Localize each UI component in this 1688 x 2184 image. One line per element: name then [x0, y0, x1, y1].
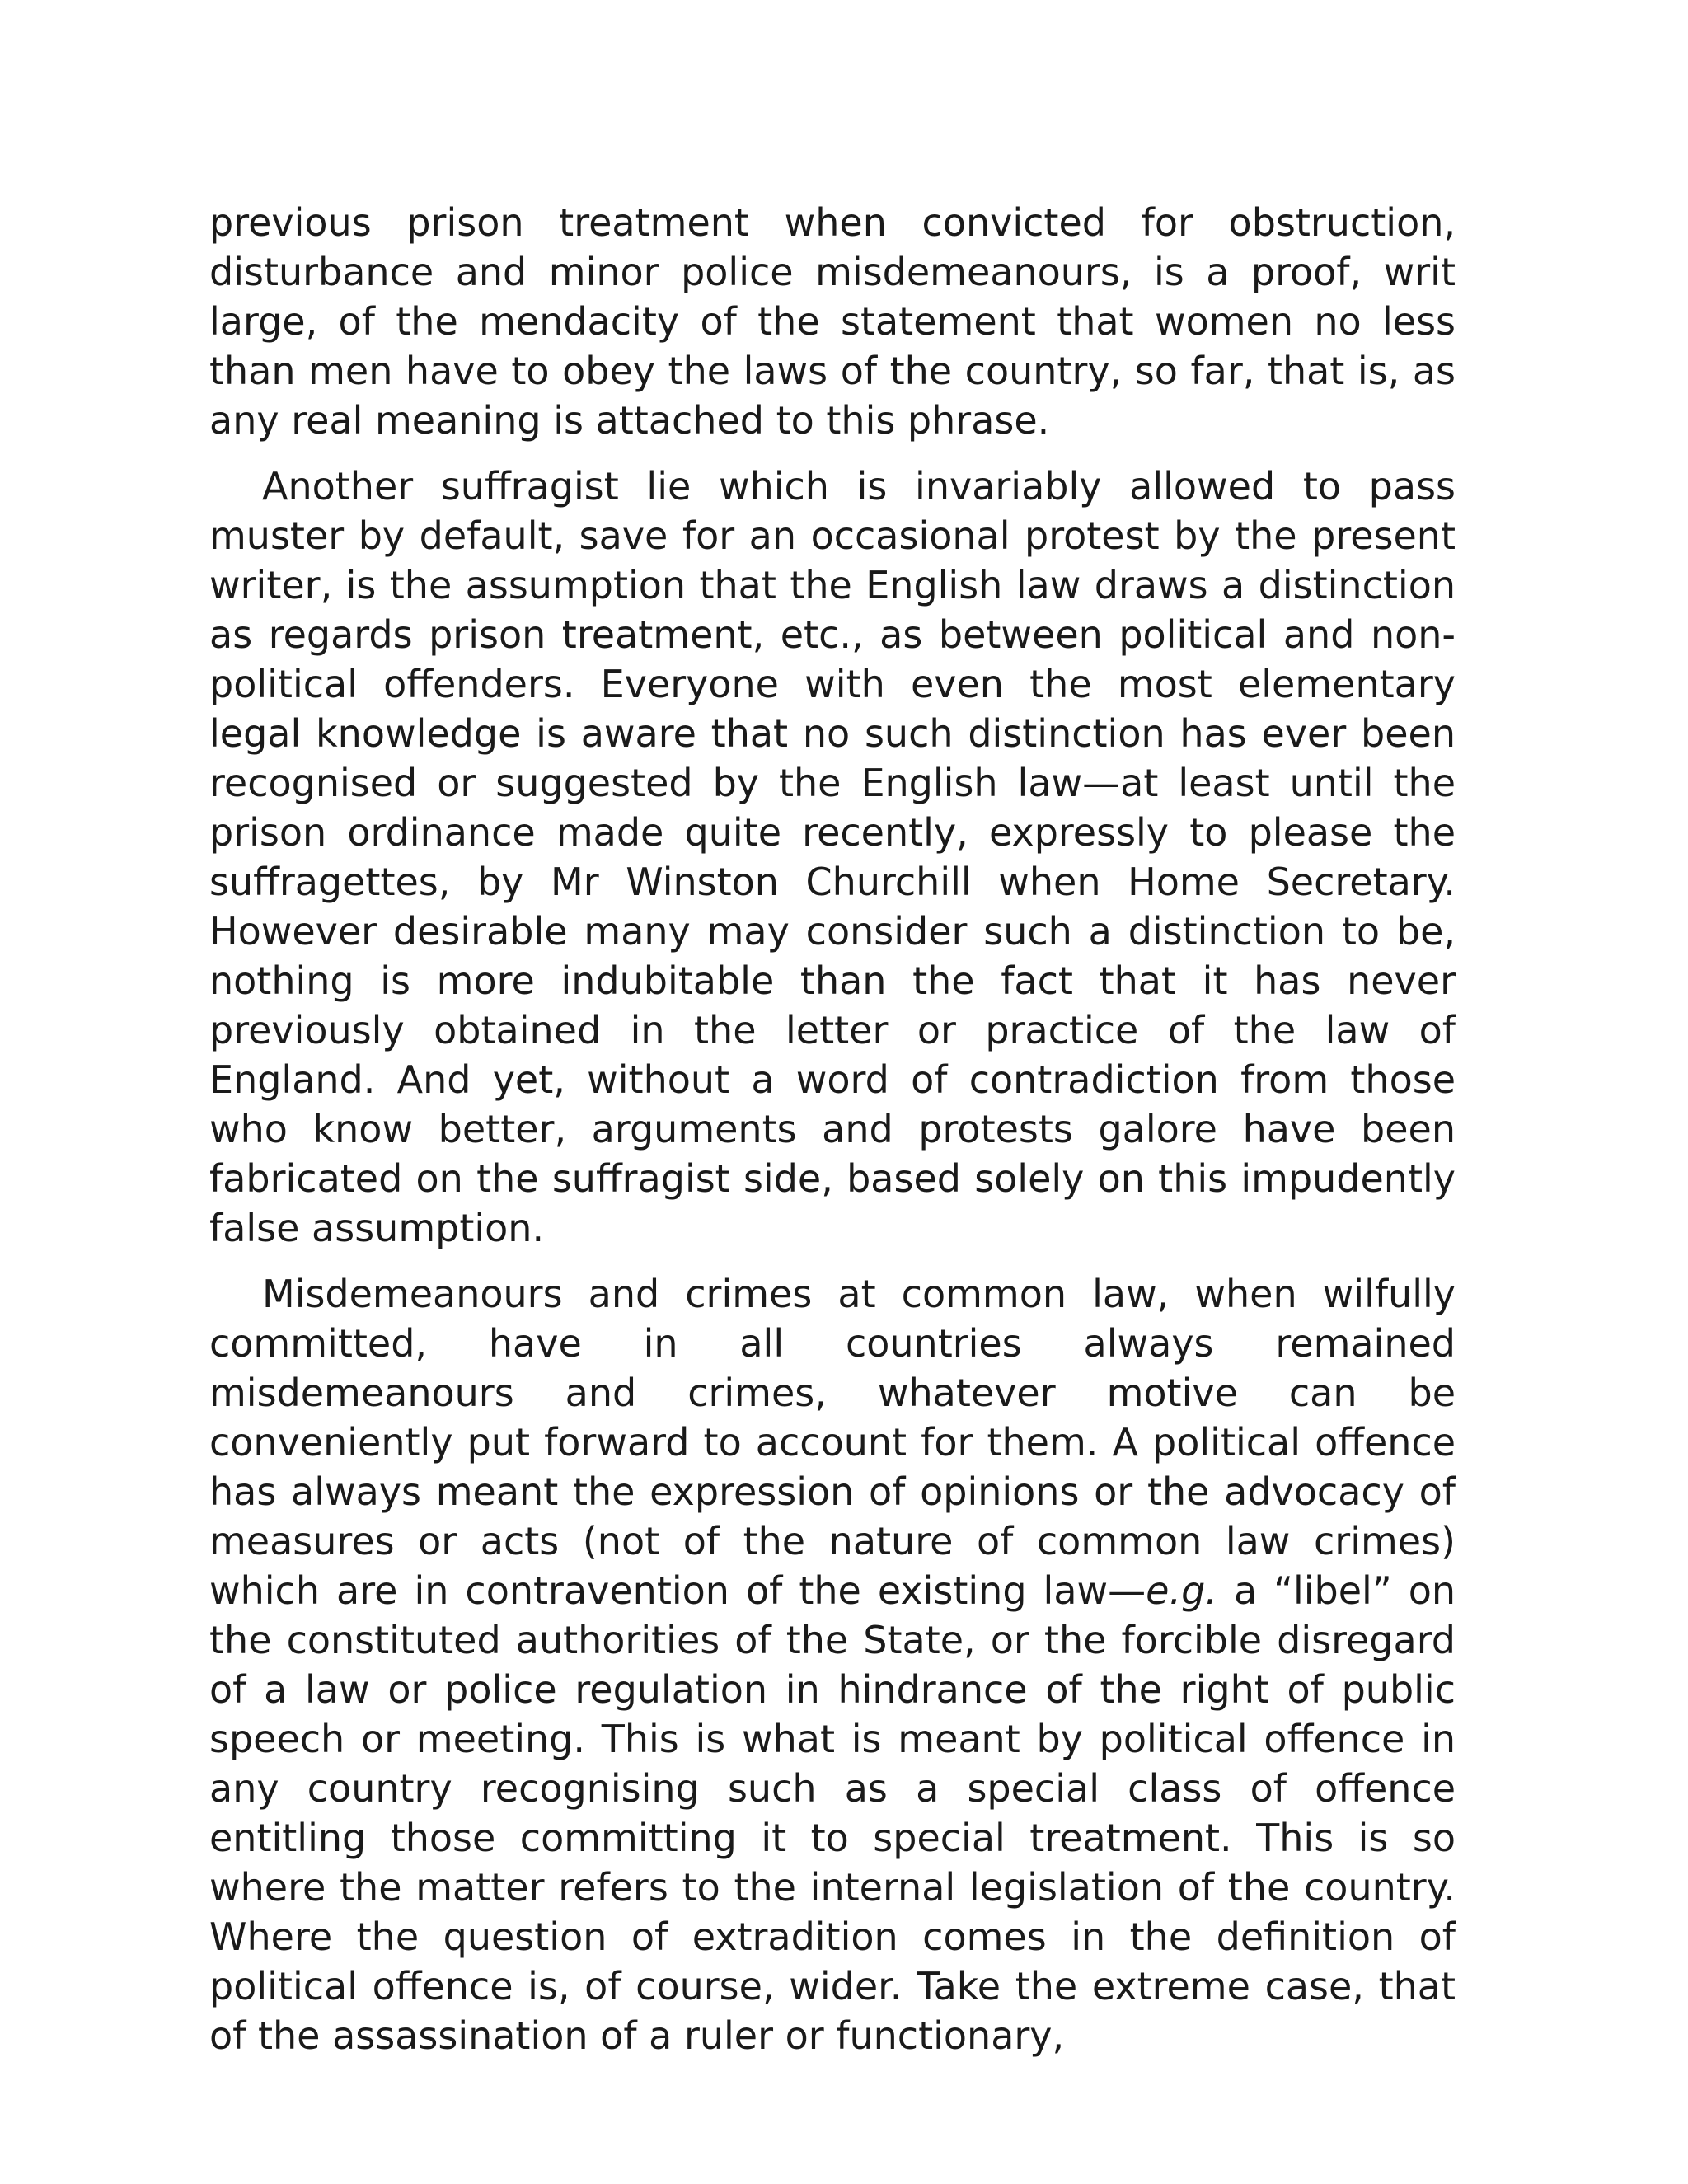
- paragraph-2: [209, 462, 1456, 1253]
- paragraph-text: a “libel” on the constituted authorities of the State, or the forcible disregard of a law or police regulation in hindrance of the right of public speech or meeting. This is what is meant by political offence in any country recognising such as a special class of offence entitling those committing it to special treatment. This is so where the matter refers to the internal legislation of the country. Where the question of extradition comes in the definition of political offence is, of course, wider. Take the extreme case, that of the assassination of a ruler or functionary,: [209, 1568, 1456, 2058]
- paragraph-text: previous prison treatment when convicted for obstruction, disturbance and minor police misdemeanours, is a proof, writ large, of the mendacity of the statement that women no less than men have to obey the laws of the country, so far, that is, as any real meaning is attached to this phrase.: [209, 200, 1456, 443]
- italic-abbreviation: e.g.: [1146, 1568, 1217, 1613]
- paragraph-3: [209, 1269, 1456, 2060]
- paragraph-text: Misdemeanours and crimes at common law, when wilfully committed, have in all countries always remained misdemeanours and crimes, whatever motive can be conveniently put forward to account for them. A political offence has always meant the expression of opinions or the advocacy of measures or acts (not of the nature of common law crimes) which are in contravention of the existing law—: [209, 1272, 1456, 1613]
- paragraph-text: Another suffragist lie which is invariably allowed to pass muster by default, save for an occasional protest by the present writer, is the assumption that the English law draws a distinction as regards prison treatment, etc., as between political and non-political offenders. Everyone with even the most elementary legal knowledge is aware that no such distinction has ever been recognised or suggested by the English law—at least until the prison ordinance made quite recently, expressly to please the suffragettes, by Mr Winston Churchill when Home Secretary. However desirable many may consider such a distinction to be, nothing is more indubitable than the fact that it has never previously obtained in the letter or practice of the law of England. And yet, without a word of contradiction from those who know better, arguments and protests galore have been fabricated on the suffragist side, based solely on this impudently false assumption.: [209, 464, 1456, 1250]
- paragraph-1: [209, 198, 1456, 445]
- document-page: [209, 198, 1456, 2077]
